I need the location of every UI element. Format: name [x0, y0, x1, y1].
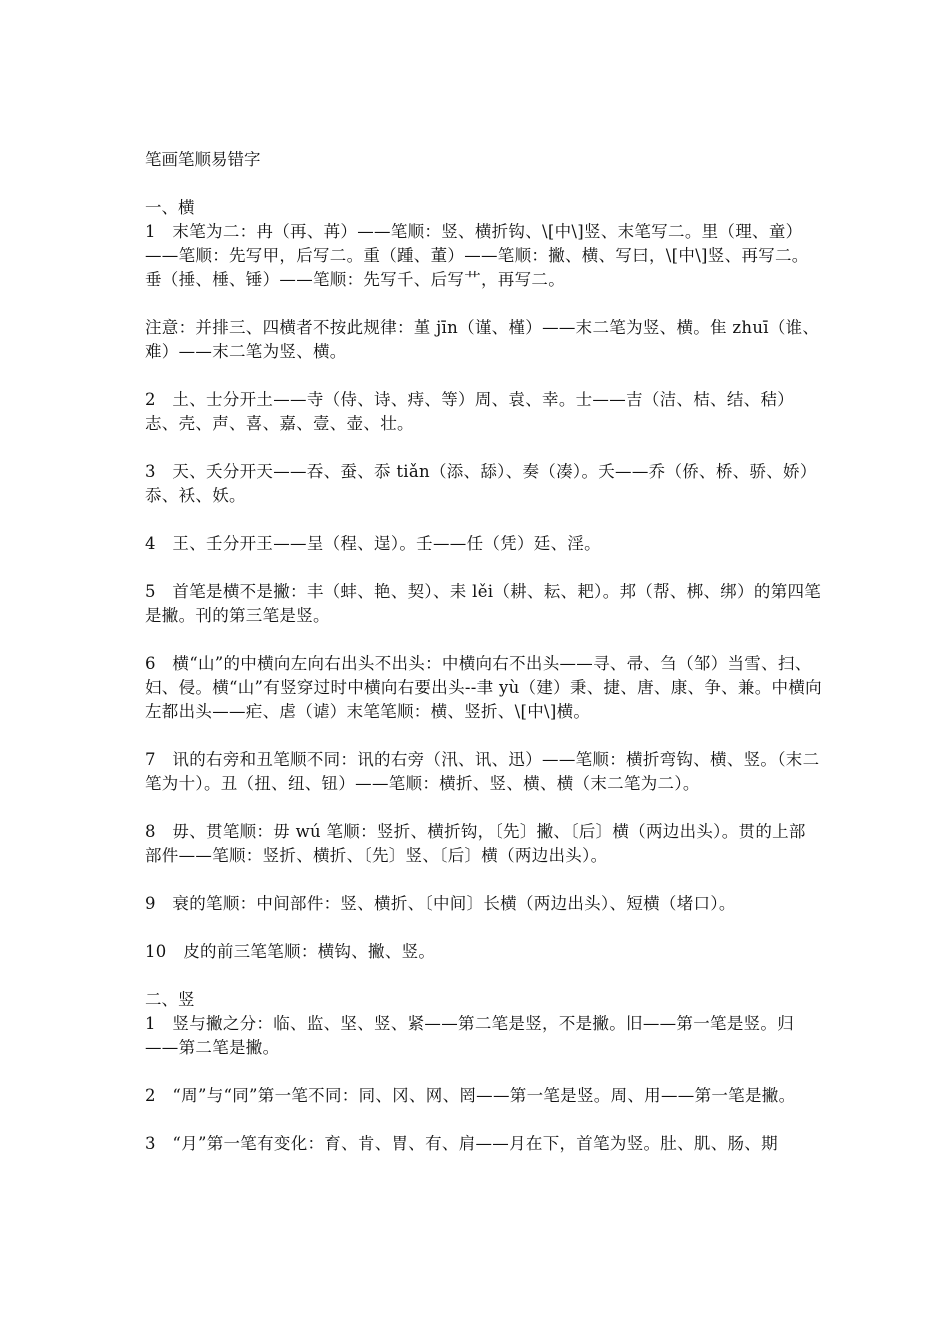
section-heading: 一、横: [145, 198, 195, 217]
section-shu: [145, 988, 822, 1156]
paragraph: 3 “月”第一笔有变化：育、肯、胃、有、肩——月在下，首笔为竖。肚、肌、肠、期: [145, 1134, 778, 1153]
section-heading: 二、竖: [145, 990, 195, 1009]
paragraph: 注意：并排三、四横者不按此规律：堇 jīn（谨、槿）——末二笔为竖、横。隹 zhuī（谁、难）——末二笔为竖、横。: [145, 318, 820, 361]
paragraph: 1 竖与撇之分：临、监、坚、竖、紧——第二笔是竖，不是撇。旧——第一笔是竖。归——第二笔是撇。: [145, 1014, 795, 1057]
paragraph: 3 天、夭分开天——吞、蚕、忝 tiǎn（添、舔）、奏（凑）。夭——乔（侨、桥、骄、娇）忝、袄、妖。: [145, 462, 817, 505]
paragraph: 10 皮的前三笔笔顺：横钩、撇、竖。: [145, 942, 436, 961]
document-title: 笔画笔顺易错字: [145, 150, 261, 169]
paragraph: 7 讯的右旁和丑笔顺不同：讯的右旁（汛、讯、迅）——笔顺：横折弯钩、横、竖。（末二笔为十）。丑（扭、纽、钮）——笔顺：横折、竖、横、横（末二笔为二）。: [145, 750, 820, 793]
paragraph: 5 首笔是横不是撇：丰（蚌、艳、契）、耒 lěi（耕、耘、耙）。邦（帮、梆、绑）的第四笔是撇。刊的第三笔是竖。: [145, 582, 822, 625]
paragraph: 4 王、壬分开王——呈（程、逞）。壬——任（凭）廷、淫。: [145, 534, 601, 553]
paragraph: 9 衰的笔顺：中间部件：竖、横折、〔中间〕长横（两边出头）、短横（堵口）。: [145, 894, 736, 913]
paragraph: 8 毋、贯笔顺：毋 wú 笔顺：竖折、横折钩，〔先〕撇、〔后〕横（两边出头）。贯的上部部件——笔顺：竖折、横折、〔先〕竖、〔后〕横（两边出头）。: [145, 822, 806, 865]
paragraph: 2 土、士分开土——寺（侍、诗、痔、等）周、袁、幸。士——吉（洁、桔、结、秸）志、壳、声、喜、嘉、壹、壶、壮。: [145, 390, 795, 433]
section-heng: [145, 196, 822, 964]
paragraph: 2 “周”与“同”第一笔不同：同、冈、网、罔——第一笔是竖。周、用——第一笔是撇。: [145, 1086, 796, 1105]
paragraph: 1 末笔为二：冉（再、苒）——笔顺：竖、横折钩、\[中\]竖、末笔写二。里（理、童）——笔顺：先写甲，后写二。重（踵、董）——笔顺：撇、横、写曰，\[中\]竖、再写二。垂（捶、棰、锤）——笔顺：先写千、后写艹，再写二。: [145, 222, 809, 289]
paragraph: 6 横“山”的中横向左向右出头不出头：中横向右不出头——寻、帚、刍（邹）当雪、扫、妇、侵。横“山”有竖穿过时中横向右要出头--聿 yù（建）秉、捷、唐、康、争、兼。中横向左都出头——疟、虐（谑）末笔笔顺：横、竖折、\[中\]横。: [145, 654, 822, 721]
